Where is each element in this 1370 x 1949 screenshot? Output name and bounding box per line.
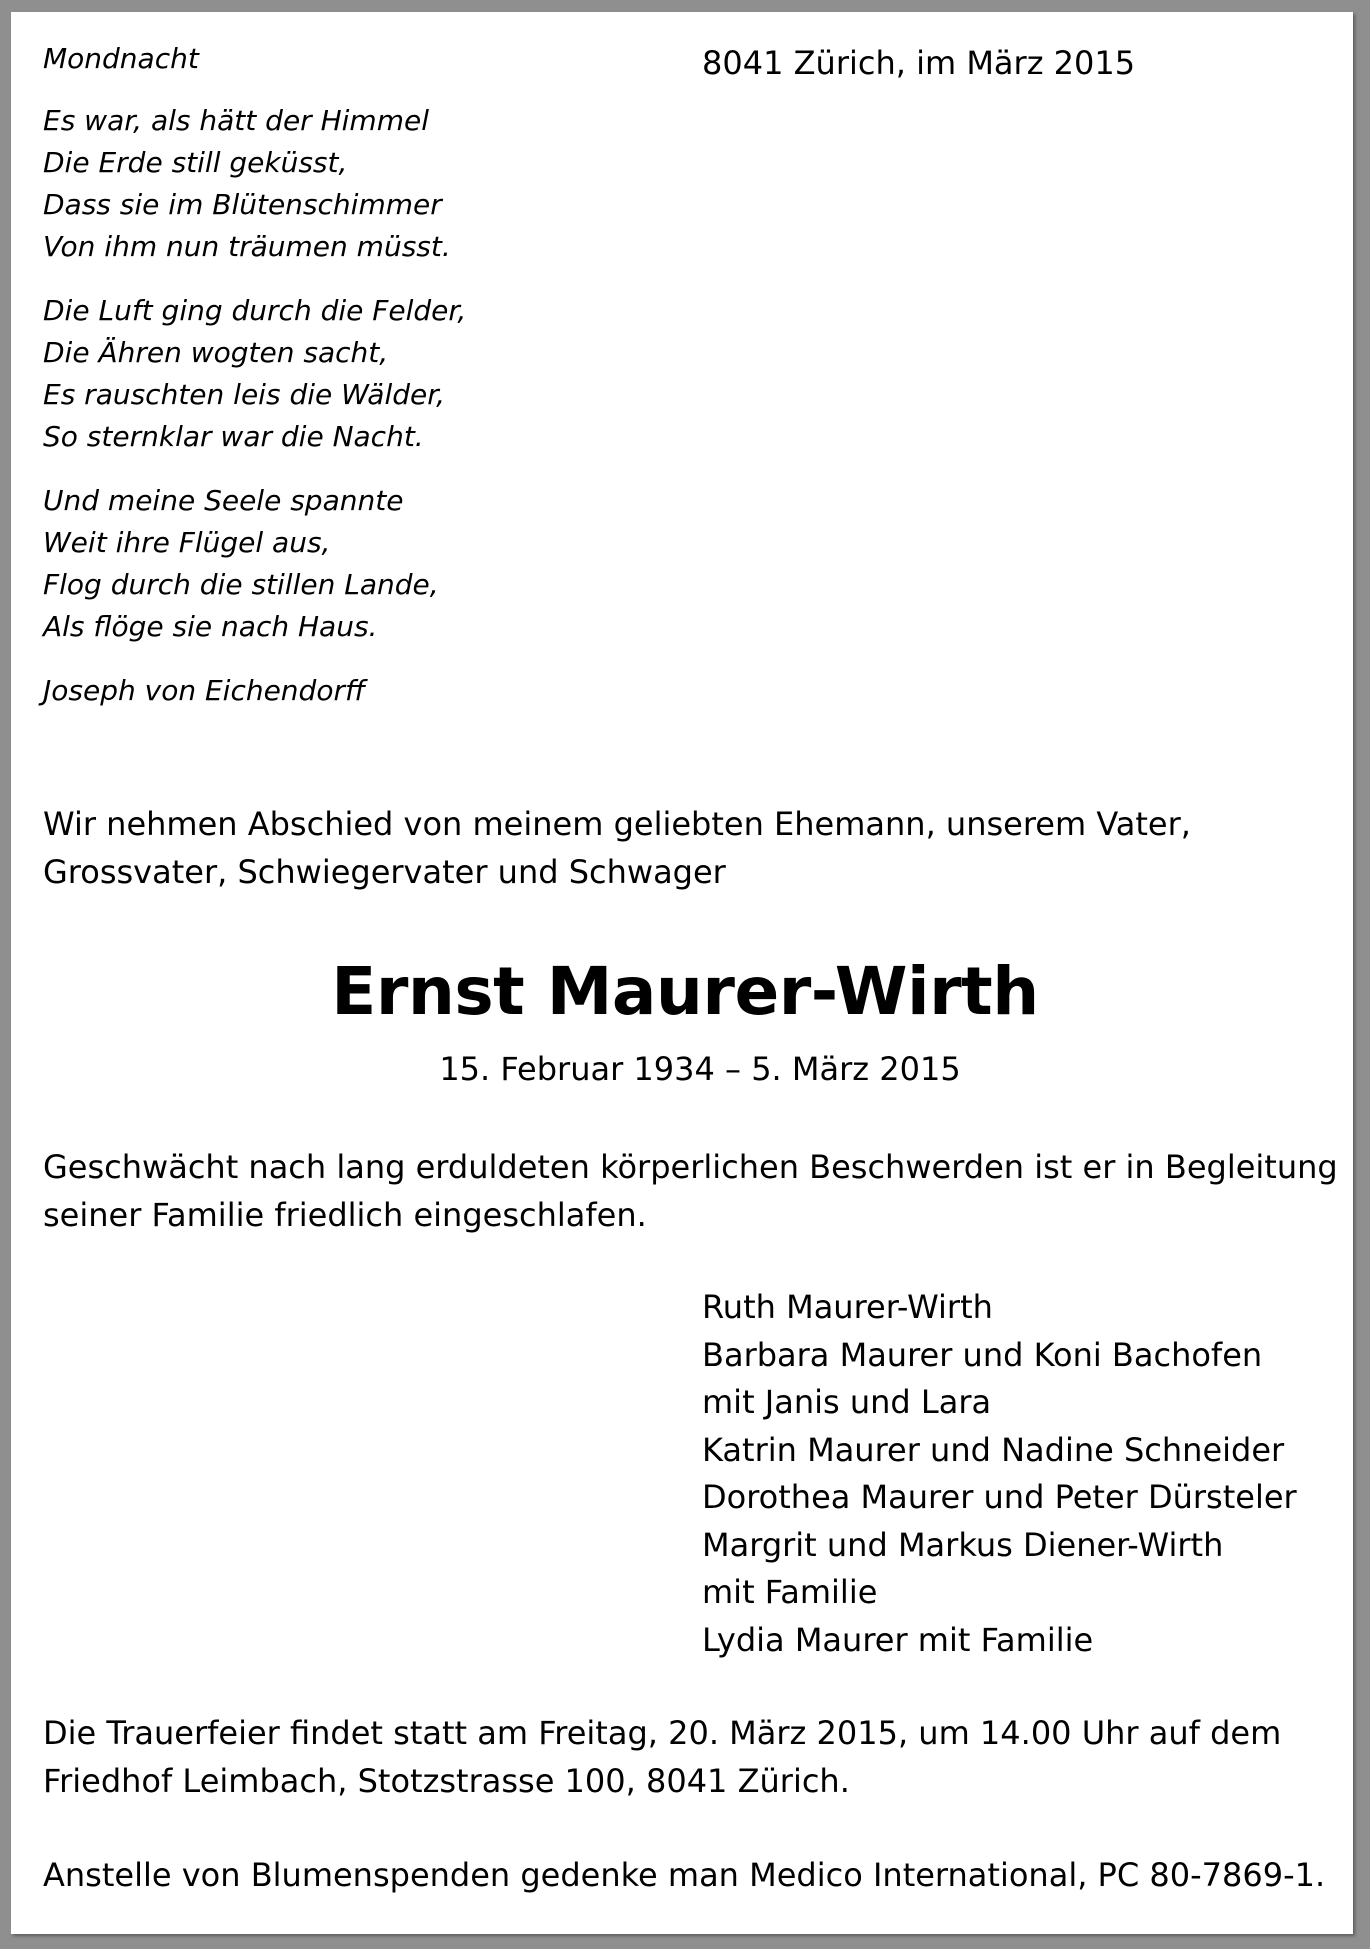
poem-line: Flog durch die stillen Lande, xyxy=(43,568,439,601)
poem-line: Dass sie im Blütenschimmer xyxy=(43,188,442,221)
mourner: Margrit und Markus Diener-Wirth xyxy=(702,1525,1224,1564)
poem-line: Die Luft ging durch die Felder, xyxy=(43,294,467,327)
poem-stanza xyxy=(43,480,663,648)
service-line: Die Trauerfeier findet statt am Freitag, 20. März 2015, um 14.00 Uhr auf dem xyxy=(43,1714,1282,1752)
mourner: mit Familie xyxy=(702,1573,878,1611)
poem-line: Die Ähren wogten sacht, xyxy=(43,336,389,369)
message-line: seiner Familie friedlich eingeschlafen. xyxy=(43,1196,647,1234)
poem-title: Mondnacht xyxy=(43,42,199,75)
mourner: Ruth Maurer-Wirth xyxy=(702,1288,993,1326)
poem-line: Als flöge sie nach Haus. xyxy=(43,610,378,643)
intro-text xyxy=(43,800,1303,896)
mourner: Dorothea Maurer und Peter Dürsteler xyxy=(702,1478,1297,1516)
poem-line: Und meine Seele spannte xyxy=(43,484,404,517)
intro-line: Grossvater, Schwiegervater und Schwager xyxy=(43,853,726,891)
mourner: Katrin Maurer und Nadine Schneider xyxy=(702,1430,1285,1469)
poem-line: Weit ihre Flügel aus, xyxy=(43,526,331,559)
place-date: 8041 Zürich, im März 2015 xyxy=(702,44,1136,82)
poem-line: So sternklar war die Nacht. xyxy=(43,420,424,453)
mourner: mit Janis und Lara xyxy=(702,1383,992,1421)
message-line: Geschwächt nach lang erduldeten körperlichen Beschwerden ist er in Begleitung xyxy=(43,1148,1338,1186)
mourners-list xyxy=(702,1284,1297,1664)
intro-line: Wir nehmen Abschied von meinem geliebten Ehemann, unserem Vater, xyxy=(43,805,1191,843)
service-line: Friedhof Leimbach, Stotzstrasse 100, 8041 Zürich. xyxy=(43,1762,850,1800)
mourner: Barbara Maurer und Koni Bachofen xyxy=(702,1335,1263,1374)
life-dates: 15. Februar 1934 – 5. März 2015 xyxy=(439,1050,961,1088)
poem xyxy=(43,38,663,712)
mourner: Lydia Maurer mit Familie xyxy=(702,1620,1094,1659)
deceased-name: Ernst Maurer-Wirth xyxy=(331,953,1039,1030)
funeral-service-info xyxy=(43,1709,1281,1805)
poem-line: Es war, als hätt der Himmel xyxy=(43,104,429,137)
passing-message xyxy=(43,1143,1338,1239)
poem-stanza xyxy=(43,100,663,268)
poem-line: Es rauschten leis die Wälder, xyxy=(43,378,446,411)
poem-line: Die Erde still geküsst, xyxy=(43,146,348,179)
poem-author: Joseph von Eichendorff xyxy=(43,674,366,707)
poem-stanza xyxy=(43,290,663,458)
donation-note: Anstelle von Blumenspenden gedenke man Medico International, PC 80-7869-1. xyxy=(43,1856,1326,1894)
poem-line: Von ihm nun träumen müsst. xyxy=(43,230,451,263)
